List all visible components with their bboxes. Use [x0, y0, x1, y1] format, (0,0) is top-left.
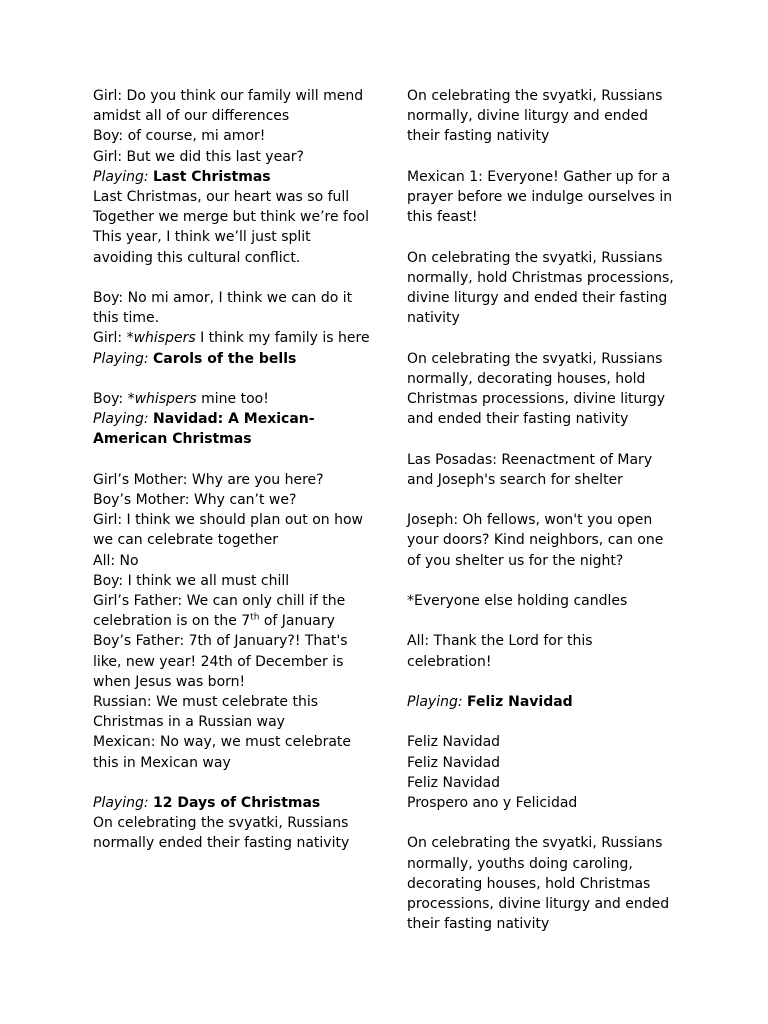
lyric-line: Feliz Navidad — [407, 754, 501, 771]
dialogue-text: Girl’s Father: We can only chill if the celebration is on the 7 — [93, 593, 350, 630]
dialogue-text: mine too! — [196, 391, 269, 408]
dialogue-text: I think my family is here — [195, 330, 370, 347]
dialogue-line: Boy’s Father: 7th of January?! That's like, new year! 24th of December is when Jesus was born! — [93, 633, 352, 690]
dialogue-line: Girl: But we did this last year? — [93, 148, 304, 165]
scene-twelve-days — [93, 793, 373, 854]
dialogue-line: Mexican: No way, we must celebrate this in Mexican way — [93, 734, 356, 771]
narration-paragraph: On celebrating the svyatki, Russians normally, youths doing caroling, decorating houses, hold Christmas processions, divine liturgy and ended their fasting nativity — [407, 835, 670, 933]
narration-paragraph: On celebrating the svyatki, Russians normally, hold Christmas processions, divine liturgy and ended their fasting nativity — [407, 249, 674, 327]
dialogue-line: All: No — [93, 552, 139, 569]
stage-direction-paragraph: *Everyone else holding candles — [407, 592, 628, 609]
dialogue-text: of January — [259, 613, 335, 630]
playing-line — [93, 167, 373, 187]
lyric-line: Last Christmas, our heart was so full — [93, 189, 350, 206]
ordinal-suffix: th — [250, 612, 260, 623]
stage-direction: *whispers — [127, 391, 197, 408]
dialogue-line: Girl: Do you think our family will mend amidst all of our differences — [93, 88, 368, 125]
dialogue-line: Girl’s Mother: Why are you here? — [93, 471, 324, 488]
song-title: Navidad: A Mexican-American Christmas — [93, 411, 315, 448]
dialogue-line: Boy’s Mother: Why can’t we? — [93, 492, 297, 509]
dialogue-line — [93, 389, 373, 409]
lyric-line: Together we merge but think we’re fool — [93, 209, 370, 226]
speaker-prefix: Girl: — [93, 330, 127, 347]
scene-parents — [93, 470, 373, 773]
stage-direction: *whispers — [126, 330, 196, 347]
playing-label: Playing: — [93, 411, 149, 428]
lyric-line: This year, I think we’ll just split avoiding this cultural conflict. — [93, 229, 316, 266]
playing-label: Playing: — [93, 168, 149, 185]
dialogue-line: Boy: I think we all must chill — [93, 572, 290, 589]
song-title: 12 Days of Christmas — [153, 795, 321, 812]
dialogue-paragraph: Mexican 1: Everyone! Gather up for a prayer before we indulge ourselves in this feast! — [407, 168, 673, 226]
dialogue-line: Girl: I think we should plan out on how we can celebrate together — [93, 512, 368, 549]
narration-line: On celebrating the svyatki, Russians normally ended their fasting nativity — [93, 815, 353, 852]
speaker-prefix: Boy: — [93, 391, 128, 408]
narration-paragraph: Las Posadas: Reenactment of Mary and Joseph's search for shelter — [407, 451, 653, 488]
playing-line — [93, 409, 373, 449]
lyric-line: Feliz Navidad — [407, 734, 501, 751]
playing-label: Playing: — [407, 693, 463, 710]
playing-line — [93, 349, 373, 369]
song-title: Feliz Navidad — [467, 693, 573, 710]
right-column — [407, 86, 679, 934]
lyrics-paragraph — [407, 732, 679, 813]
song-title: Last Christmas — [153, 168, 271, 185]
left-column — [93, 86, 373, 854]
dialogue-line — [93, 591, 373, 631]
lyric-line: Feliz Navidad — [407, 774, 501, 791]
narration-paragraph: On celebrating the svyatki, Russians normally, decorating houses, hold Christmas processions, divine liturgy and ended their fasting nativity — [407, 350, 666, 428]
dialogue-line: Boy: of course, mi amor! — [93, 128, 266, 145]
dialogue-line: Russian: We must celebrate this Christmas in a Russian way — [93, 694, 323, 731]
lyric-line: Prospero ano y Felicidad — [407, 794, 578, 811]
song-title: Carols of the bells — [153, 350, 297, 367]
playing-line — [93, 793, 373, 813]
dialogue-line: Boy: No mi amor, I think we can do it this time. — [93, 290, 357, 327]
playing-label: Playing: — [93, 350, 149, 367]
playing-line — [407, 692, 679, 712]
dialogue-paragraph: All: Thank the Lord for this celebration! — [407, 633, 593, 670]
playing-label: Playing: — [93, 795, 149, 812]
narration-paragraph: On celebrating the svyatki, Russians normally, divine liturgy and ended their fasting nativity — [407, 88, 663, 145]
dialogue-paragraph: Joseph: Oh fellows, won't you open your doors? Kind neighbors, can one of you shelter us for the night? — [407, 512, 664, 569]
scene-last-christmas — [93, 86, 373, 268]
scene-navidad — [93, 389, 373, 450]
dialogue-line — [93, 328, 373, 348]
scene-carols — [93, 288, 373, 369]
